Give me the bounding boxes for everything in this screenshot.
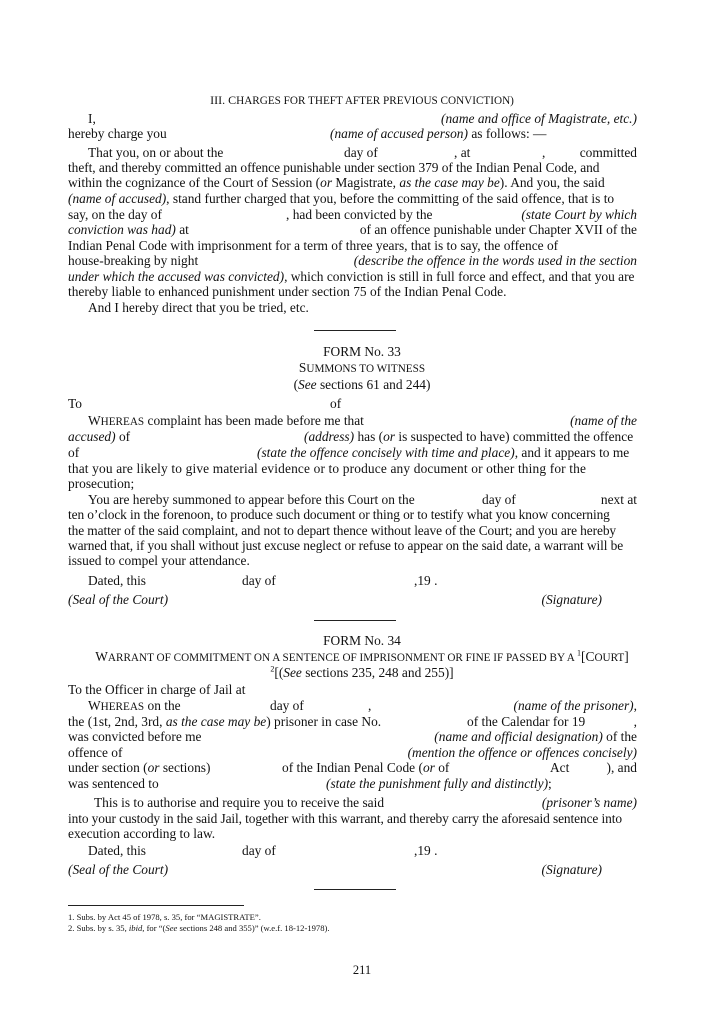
form-34-a1-d: (name of the prisoner), bbox=[513, 698, 637, 713]
form-34-a4-a: offence of bbox=[68, 745, 123, 760]
charge-line-2-end: (name of accused person) as follows: — bbox=[330, 126, 547, 141]
form-33-seal: (Seal of the Court) bbox=[68, 592, 169, 607]
charge-p1-a: That you, on or about the bbox=[88, 145, 224, 160]
form-34-signature: (Signature) bbox=[541, 862, 602, 877]
footnote-2: 2. Subs. by s. 35, ibid, for “(See sections 248 and 355)” (w.e.f. 18-12-1978). bbox=[68, 923, 330, 933]
form-33-w4: that you are likely to give material evidence or to produce any document or other thing for the bbox=[68, 461, 587, 476]
form-33-s1-c: next at bbox=[600, 492, 637, 507]
charge-p8-b: (describe the offence in the words used in the section bbox=[353, 253, 637, 268]
charge-p7: Indian Penal Code with imprisonment for a term of three years, that is to say, the offence of bbox=[68, 238, 559, 253]
form-33-of: of bbox=[330, 396, 342, 411]
form-33-s2: ten o’clock in the forenoon, to produce such document or thing or to testify what you know concerning bbox=[68, 507, 610, 522]
charge-p8-a: house-breaking by night bbox=[68, 253, 199, 268]
charge-p6-a: conviction was had) at bbox=[68, 222, 189, 237]
charge-p2: theft, and thereby committed an offence punishable under section 379 of the Indian Penal Code, and bbox=[68, 160, 600, 175]
form-34-a2-a: the (1st, 2nd, 3rd, as the case may be) prisoner in case No. bbox=[68, 714, 382, 729]
charge-p4: (name of accused), stand further charged that you, before the committing of the said offence, that is to bbox=[68, 191, 615, 206]
form-33-w5: prosecution; bbox=[68, 476, 135, 491]
form-34-title: FORM No. 34 bbox=[323, 633, 401, 648]
form-33-year: ,19 . bbox=[414, 573, 438, 588]
form-34-a1-b: day of bbox=[270, 698, 304, 713]
form-34-a2-c: , bbox=[633, 714, 637, 729]
form-33-s1-a: You are hereby summoned to appear before this Court on the bbox=[88, 492, 415, 507]
form-33-to: To bbox=[68, 396, 82, 411]
charge-p1-e: committed bbox=[579, 145, 637, 160]
charge-p1-c: , at bbox=[454, 145, 471, 160]
form-33-w2-end: (address) has (or is suspected to have) committed the offence bbox=[304, 429, 634, 444]
form-34-a6-b: (state the punishment fully and distinctly); bbox=[326, 776, 552, 791]
form-33-w1-end: (name of the bbox=[570, 413, 637, 428]
form-33-w3-end: (state the offence concisely with time and place), and it appears to me bbox=[257, 445, 630, 460]
charge-p6-c: of an offence punishable under Chapter XVII of the bbox=[359, 222, 637, 237]
form-33-w1: WHEREAS complaint has been made before me that bbox=[88, 413, 364, 428]
charge-p10: thereby liable to enhanced punishment under section 75 of the Indian Penal Code. bbox=[68, 284, 507, 299]
charge-line-1-end: (name and office of Magistrate, etc.) bbox=[441, 111, 637, 126]
form-33-reference: (See sections 61 and 244) bbox=[293, 377, 431, 392]
form-33-dayof: day of bbox=[242, 573, 276, 588]
form-34-year: ,19 . bbox=[414, 843, 438, 858]
section-divider bbox=[314, 889, 396, 890]
charge-line-1-start: I, bbox=[88, 111, 96, 126]
section-divider bbox=[314, 620, 396, 621]
form-33-w2-start: accused) of bbox=[68, 429, 131, 444]
charge-p11: And I hereby direct that you be tried, etc. bbox=[88, 300, 309, 315]
form-33-s3: the matter of the said complaint, and not to depart thence without leave of the Court; and you are hereby bbox=[68, 523, 617, 538]
form-34-a3-b: (name and official designation) of the bbox=[434, 729, 637, 744]
form-33-title: FORM No. 33 bbox=[323, 344, 401, 359]
form-34-dated: Dated, this bbox=[88, 843, 147, 858]
form-34-a1-c: , bbox=[368, 698, 372, 713]
form-34-a5-a: under section (or sections) bbox=[68, 760, 211, 775]
charge-p1-b: day of bbox=[344, 145, 378, 160]
section-divider bbox=[314, 330, 396, 331]
charge-p9: under which the accused was convicted), which conviction is still in full force and effect, and that you are bbox=[68, 269, 635, 284]
form-34-b1-a: This is to authorise and require you to receive the said bbox=[94, 795, 385, 810]
form-34-a5-c: Act bbox=[550, 760, 570, 775]
form-34-dayof: day of bbox=[242, 843, 276, 858]
form-34-a1-a: WHEREAS on the bbox=[88, 698, 181, 713]
form-34-reference: $^2$[(See sections 235, 248 and 255)] bbox=[270, 664, 454, 680]
charge-p5-a: say, on the day of bbox=[68, 207, 162, 222]
form-33-s4: warned that, if you shall without just excuse neglect or refuse to appear on the said date, a warrant will be bbox=[68, 538, 624, 553]
form-33-signature: (Signature) bbox=[541, 592, 602, 607]
form-33-dated: Dated, this bbox=[88, 573, 147, 588]
form-33-s1-b: day of bbox=[482, 492, 516, 507]
form-34-a3-a: was convicted before me bbox=[68, 729, 202, 744]
form-34-seal: (Seal of the Court) bbox=[68, 862, 169, 877]
charge-p5-c: (state Court by which bbox=[521, 207, 637, 222]
form-34-a6-a: was sentenced to bbox=[68, 776, 159, 791]
charge-p5-b: , had been convicted by the bbox=[286, 207, 433, 222]
form-34-a5-d: ), and bbox=[606, 760, 637, 775]
form-34-subtitle: WARRANT OF COMMITMENT ON A SENTENCE OF IMPRISONMENT OR FINE IF PASSED BY A $^1$[COURT] bbox=[95, 648, 629, 664]
form-34-b1-b: (prisoner’s name) bbox=[541, 795, 637, 810]
form-34-a4-b: (mention the offence or offences concisely) bbox=[407, 745, 637, 760]
footnote-1: 1. Subs. by Act 45 of 1978, s. 35, for “MAGISTRATE”. bbox=[68, 912, 261, 922]
charge-heading: III. CHARGES FOR THEFT AFTER PREVIOUS CONVICTION) bbox=[210, 93, 514, 107]
form-34-to: To the Officer in charge of Jail at bbox=[68, 682, 246, 697]
footnote-rule bbox=[68, 905, 244, 906]
charge-line-2-start: hereby charge you bbox=[68, 126, 167, 141]
form-34-a2-b: of the Calendar for 19 bbox=[467, 714, 586, 729]
form-34-a5-b: of the Indian Penal Code (or of bbox=[282, 760, 450, 775]
page-number: 211 bbox=[352, 963, 372, 977]
form-33-s5: issued to compel your attendance. bbox=[68, 553, 250, 568]
charge-p3: within the cognizance of the Court of Session (or Magistrate, as the case may be). And you, the said bbox=[68, 175, 605, 190]
form-33-subtitle: SUMMONS TO WITNESS bbox=[298, 360, 426, 375]
charge-p1-d: , bbox=[542, 145, 546, 160]
form-34-b2: into your custody in the said Jail, together with this warrant, and thereby carry the aforesaid sentence into bbox=[68, 811, 622, 826]
form-33-w3-start: of bbox=[68, 445, 80, 460]
form-34-b3: execution according to law. bbox=[68, 826, 216, 841]
